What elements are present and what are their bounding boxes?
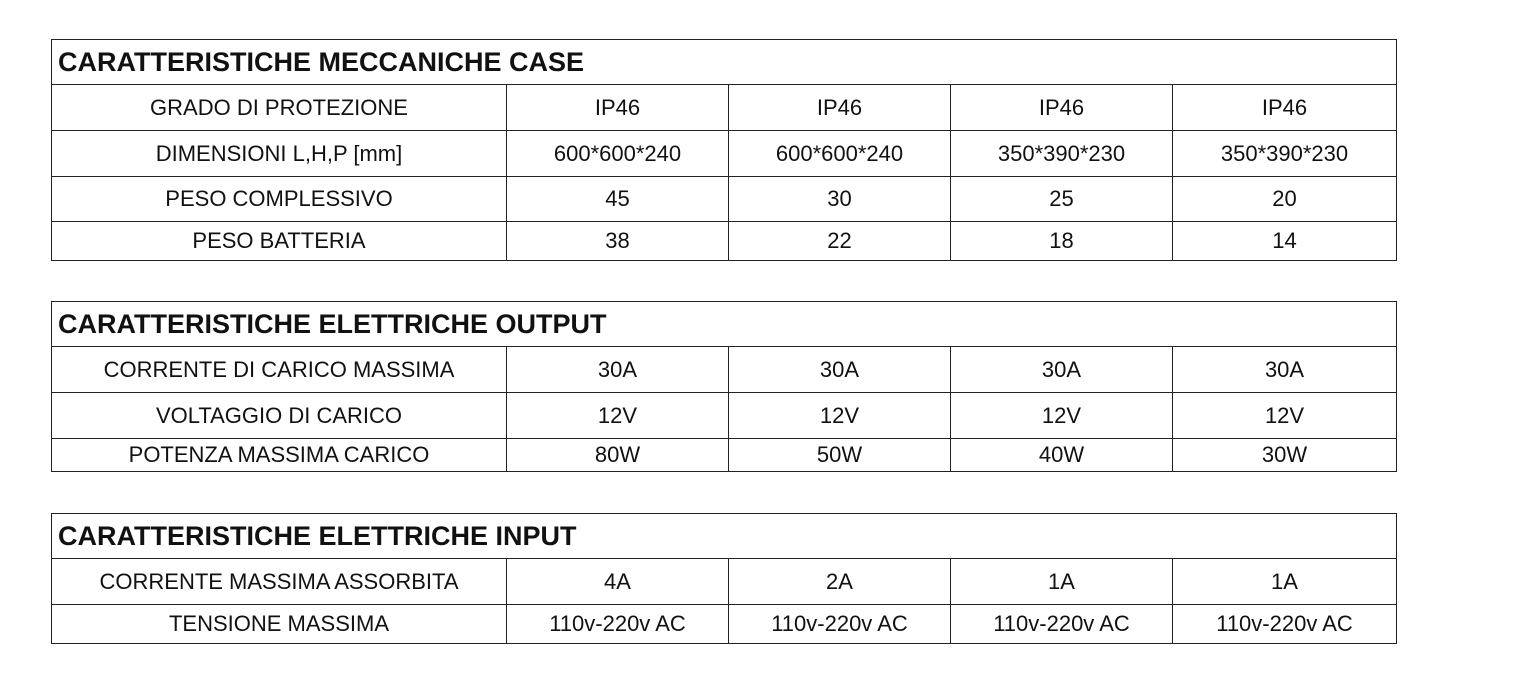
table-cell: 600*600*240 (507, 131, 729, 177)
table-cell: 30A (507, 347, 729, 393)
table-cell: 22 (729, 222, 951, 261)
table-cell: 25 (951, 177, 1173, 222)
table-cell: 2A (729, 559, 951, 605)
row-label: VOLTAGGIO DI CARICO (52, 393, 507, 439)
table-cell: IP46 (729, 85, 951, 131)
table-cell: 14 (1173, 222, 1397, 261)
table-title-row (52, 302, 1397, 347)
table-row (52, 177, 1397, 222)
electrical-input-table (51, 513, 1397, 644)
row-label: GRADO DI PROTEZIONE (52, 85, 507, 131)
table-title: CARATTERISTICHE MECCANICHE CASE (52, 40, 1397, 85)
table-cell: 40W (951, 439, 1173, 472)
table-title-row (52, 514, 1397, 559)
row-label: POTENZA MASSIMA CARICO (52, 439, 507, 472)
table-cell: IP46 (951, 85, 1173, 131)
table-cell: 30 (729, 177, 951, 222)
table-cell: 4A (507, 559, 729, 605)
table-row (52, 559, 1397, 605)
table-cell: 12V (1173, 393, 1397, 439)
table-cell: 45 (507, 177, 729, 222)
table-cell: IP46 (507, 85, 729, 131)
table-row (52, 439, 1397, 472)
table-cell: 110v-220v AC (729, 605, 951, 644)
table-cell: 50W (729, 439, 951, 472)
table-title: CARATTERISTICHE ELETTRICHE OUTPUT (52, 302, 1397, 347)
table-title: CARATTERISTICHE ELETTRICHE INPUT (52, 514, 1397, 559)
table-title-row (52, 40, 1397, 85)
table-cell: 1A (951, 559, 1173, 605)
row-label: PESO BATTERIA (52, 222, 507, 261)
table-cell: 12V (729, 393, 951, 439)
table-cell: 30A (729, 347, 951, 393)
table-cell: 110v-220v AC (1173, 605, 1397, 644)
table-row (52, 393, 1397, 439)
table-cell: 1A (1173, 559, 1397, 605)
table-cell: 110v-220v AC (951, 605, 1173, 644)
row-label: CORRENTE DI CARICO MASSIMA (52, 347, 507, 393)
table-cell: 600*600*240 (729, 131, 951, 177)
table-cell: 18 (951, 222, 1173, 261)
table-cell: 80W (507, 439, 729, 472)
table-cell: 30A (951, 347, 1173, 393)
table-cell: 30W (1173, 439, 1397, 472)
row-label: PESO COMPLESSIVO (52, 177, 507, 222)
table-cell: IP46 (1173, 85, 1397, 131)
table-cell: 30A (1173, 347, 1397, 393)
table-row (52, 131, 1397, 177)
table-cell: 20 (1173, 177, 1397, 222)
table-row (52, 347, 1397, 393)
table-row (52, 85, 1397, 131)
row-label: TENSIONE MASSIMA (52, 605, 507, 644)
mechanical-specs-table (51, 39, 1397, 261)
electrical-output-table (51, 301, 1397, 472)
table-cell: 12V (951, 393, 1173, 439)
table-row (52, 605, 1397, 644)
table-cell: 350*390*230 (951, 131, 1173, 177)
table-row (52, 222, 1397, 261)
row-label: DIMENSIONI L,H,P [mm] (52, 131, 507, 177)
table-cell: 350*390*230 (1173, 131, 1397, 177)
row-label: CORRENTE MASSIMA ASSORBITA (52, 559, 507, 605)
table-cell: 110v-220v AC (507, 605, 729, 644)
table-cell: 38 (507, 222, 729, 261)
table-cell: 12V (507, 393, 729, 439)
